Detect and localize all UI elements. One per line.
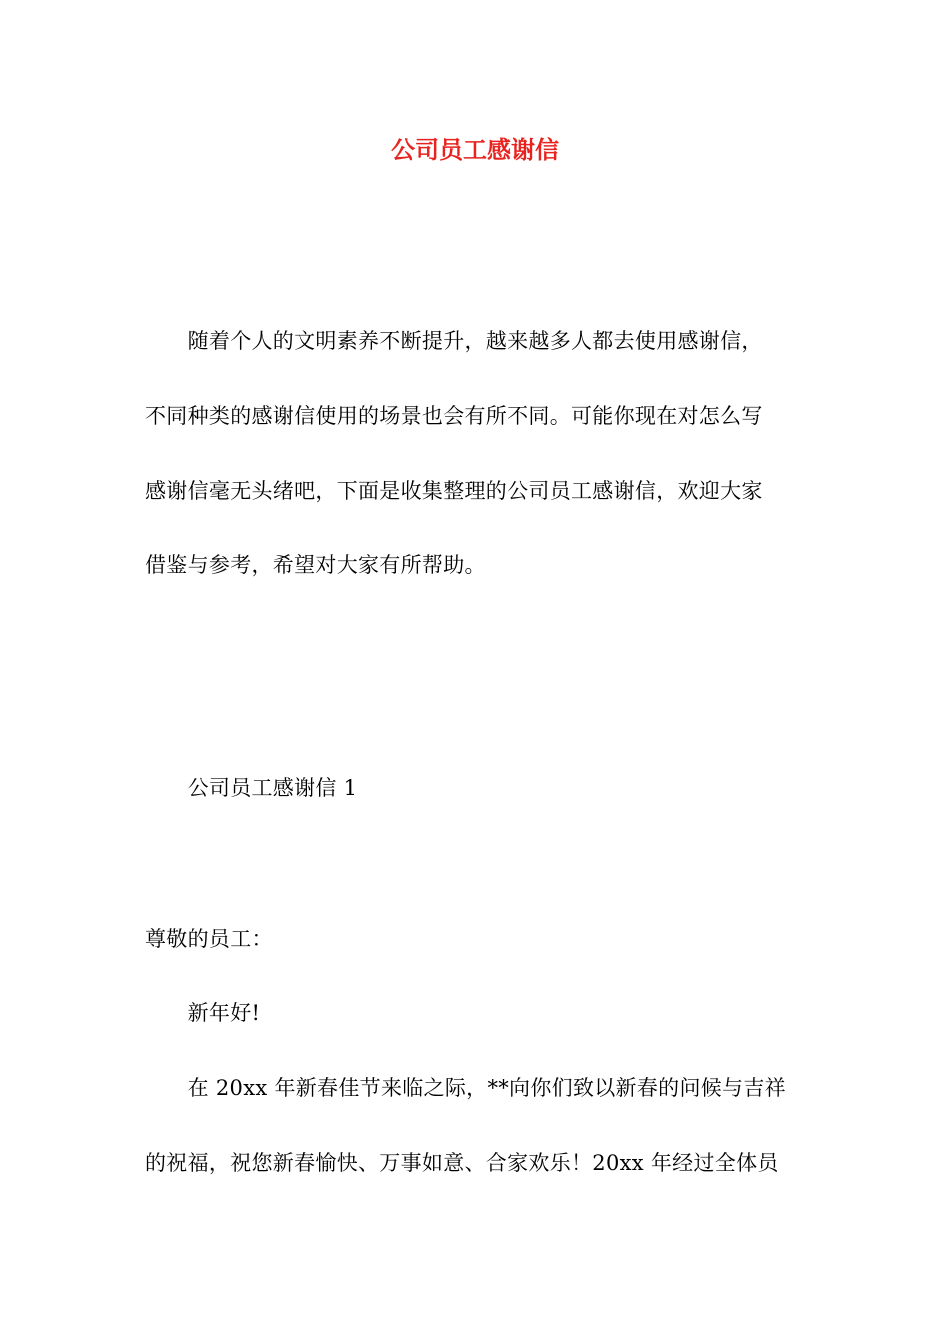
intro-line-2: 不同种类的感谢信使用的场景也会有所不同。可能你现在对怎么写 <box>145 404 763 428</box>
intro-line-3: 感谢信毫无头绪吧，下面是收集整理的公司员工感谢信，欢迎大家 <box>145 479 763 503</box>
letter-line-1: 在 20xx 年新春佳节来临之际，**向你们致以新春的问候与吉祥 <box>145 1076 786 1100</box>
section-heading: 公司员工感谢信 1 <box>145 776 358 800</box>
intro-line-4: 借鉴与参考，希望对大家有所帮助。 <box>145 553 486 577</box>
letter-line-2: 的祝福，祝您新春愉快、万事如意、合家欢乐！20xx 年经过全体员 <box>145 1151 779 1175</box>
greeting: 新年好! <box>145 1001 261 1025</box>
document-title: 公司员工感谢信 <box>391 135 559 164</box>
intro-line-1: 随着个人的文明素养不断提升，越来越多人都去使用感谢信， <box>145 329 763 353</box>
salutation: 尊敬的员工： <box>145 927 273 951</box>
